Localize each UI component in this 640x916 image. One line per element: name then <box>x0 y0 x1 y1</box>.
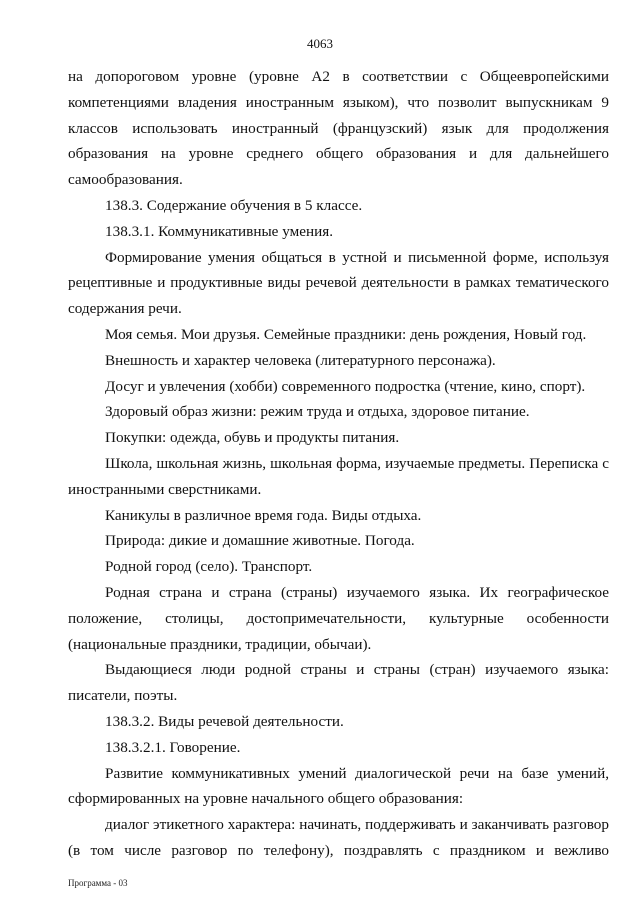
topic-item: Школа, школьная жизнь, школьная форма, изучаемые предметы. Переписка с иностранными сверстниками. <box>68 454 609 498</box>
body-text <box>68 64 609 864</box>
topic-item: Родная страна и страна (страны) изучаемого языка. Их географическое положение, столицы, достопримечательности, культурные особенности (национальные праздники, традиции, обычаи). <box>68 583 609 653</box>
section-heading: 138.3. Содержание обучения в 5 классе. <box>105 196 363 214</box>
topic-item: Внешность и характер человека (литературного персонажа). <box>105 351 496 369</box>
paragraph: диалог этикетного характера: начинать, поддерживать и заканчивать разговор (в том числе разговор по телефону), поздравлять с праздником и вежливо <box>68 816 609 859</box>
topic-item: Здоровый образ жизни: режим труда и отдыха, здоровое питание. <box>105 403 530 421</box>
footer-label: Программа - 03 <box>68 878 128 888</box>
paragraph: Развитие коммуникативных умений диалогической речи на базе умений, сформированных на уровне начального общего образования: <box>68 764 609 808</box>
paragraph: Формирование умения общаться в устной и письменной форме, используя рецептивные и продуктивные виды речевой деятельности в рамках тематического содержания речи. <box>68 248 609 318</box>
page-number: 4063 <box>307 36 333 51</box>
subsection-heading: 138.3.2. Виды речевой деятельности. <box>105 712 344 730</box>
topic-item: Выдающиеся люди родной страны и страны (стран) изучаемого языка: писатели, поэты. <box>68 661 609 705</box>
subsection-heading: 138.3.1. Коммуникативные умения. <box>105 222 333 240</box>
topic-item: Каникулы в различное время года. Виды отдыха. <box>105 506 422 524</box>
topic-item: Досуг и увлечения (хобби) современного подростка (чтение, кино, спорт). <box>105 377 586 395</box>
topic-item: Моя семья. Мои друзья. Семейные праздники: день рождения, Новый год. <box>105 325 587 343</box>
subsection-heading: 138.3.2.1. Говорение. <box>105 738 241 756</box>
topic-item: Родной город (село). Транспорт. <box>105 558 313 576</box>
topic-item: Природа: дикие и домашние животные. Погода. <box>105 532 415 550</box>
topic-item: Покупки: одежда, обувь и продукты питания. <box>105 429 400 447</box>
paragraph: на допороговом уровне (уровне А2 в соответствии с Общеевропейскими компетенциями владения иностранным языком), что позволит выпускникам 9 классов использовать иностранный (французский) язык для продолжения образования на уровне среднего общего образования и для дальнейшего самообразования. <box>68 68 609 189</box>
